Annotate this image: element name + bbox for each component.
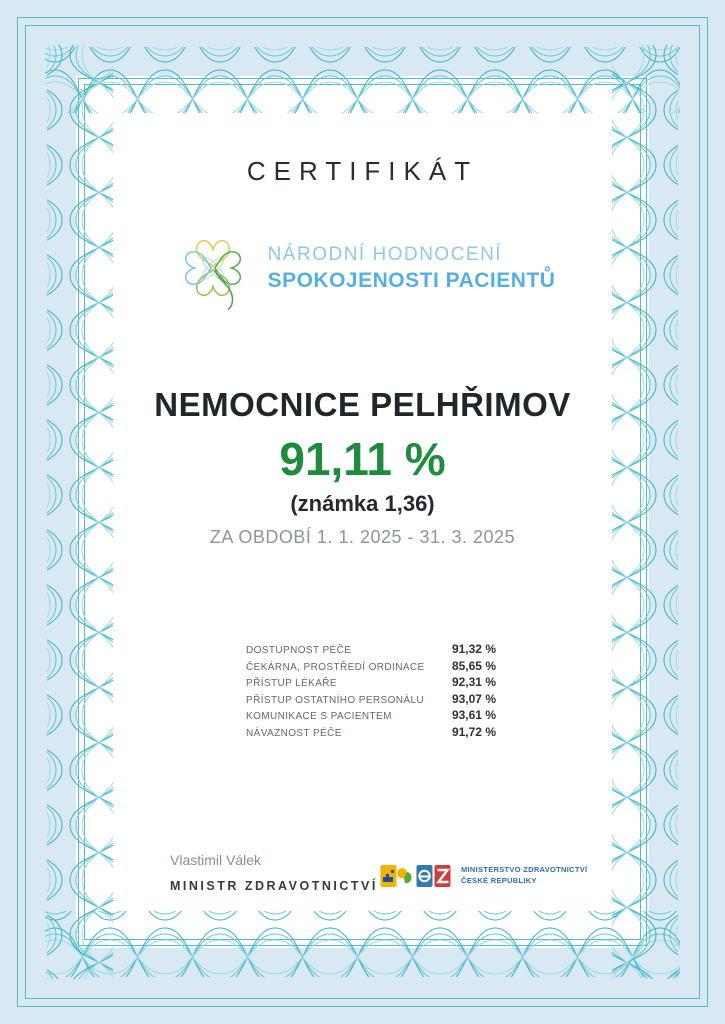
program-logo-text — [268, 244, 556, 293]
metric-value: 85,65 % — [451, 658, 496, 673]
logo-line2: SPOKOJENOSTI PACIENTŮ — [267, 268, 556, 292]
ministry-line1: MINISTERSTVO ZDRAVOTNICTVÍ — [461, 865, 588, 875]
metric-row — [246, 692, 496, 709]
metric-row — [246, 659, 496, 676]
metric-value: 91,72 % — [451, 724, 496, 739]
four-leaf-clover-icon — [170, 222, 256, 314]
ministry-logo — [380, 864, 587, 888]
program-logo — [0, 222, 725, 314]
metric-row — [246, 725, 496, 742]
ministry-line2: ČESKÉ REPUBLIKY — [461, 876, 537, 885]
metric-row — [246, 675, 496, 692]
metric-value: 92,31 % — [451, 675, 496, 689]
metric-value: 91,32 % — [451, 642, 496, 656]
minister-role: MINISTR ZDRAVOTNICTVÍ — [170, 879, 378, 893]
metric-label: PŘÍSTUP LÉKAŘE — [246, 678, 338, 689]
evaluation-period: ZA OBDOBÍ 1. 1. 2025 - 31. 3. 2025 — [209, 527, 516, 547]
metric-label: PŘÍSTUP OSTATNÍHO PERSONÁLU — [246, 694, 425, 706]
ministry-name — [461, 865, 587, 887]
overall-score: 91,11 % — [279, 433, 446, 485]
metric-label: ČEKÁRNA, PROSTŘEDÍ ORDINACE — [246, 661, 425, 673]
metric-label: DOSTUPNOST PÉČE — [246, 645, 352, 656]
mzcr-emblem-icon — [380, 864, 453, 888]
metric-value: 93,61 % — [451, 708, 496, 722]
certificate-title: CERTIFIKÁT — [246, 156, 479, 186]
metric-row — [246, 642, 496, 659]
metric-value: 93,07 % — [451, 691, 496, 706]
metric-row — [246, 708, 496, 725]
grade-value: (známka 1,36) — [290, 491, 435, 516]
logo-line1: NÁRODNÍ HODNOCENÍ — [267, 243, 503, 265]
signature-block — [170, 852, 378, 893]
hospital-name: NEMOCNICE PELHŘIMOV — [154, 386, 571, 423]
minister-name: Vlastimil Válek — [170, 852, 262, 868]
metric-label: NÁVAZNOST PÉČE — [246, 727, 342, 739]
metrics-table — [246, 642, 496, 741]
metric-label: KOMUNIKACE S PACIENTEM — [246, 711, 392, 722]
